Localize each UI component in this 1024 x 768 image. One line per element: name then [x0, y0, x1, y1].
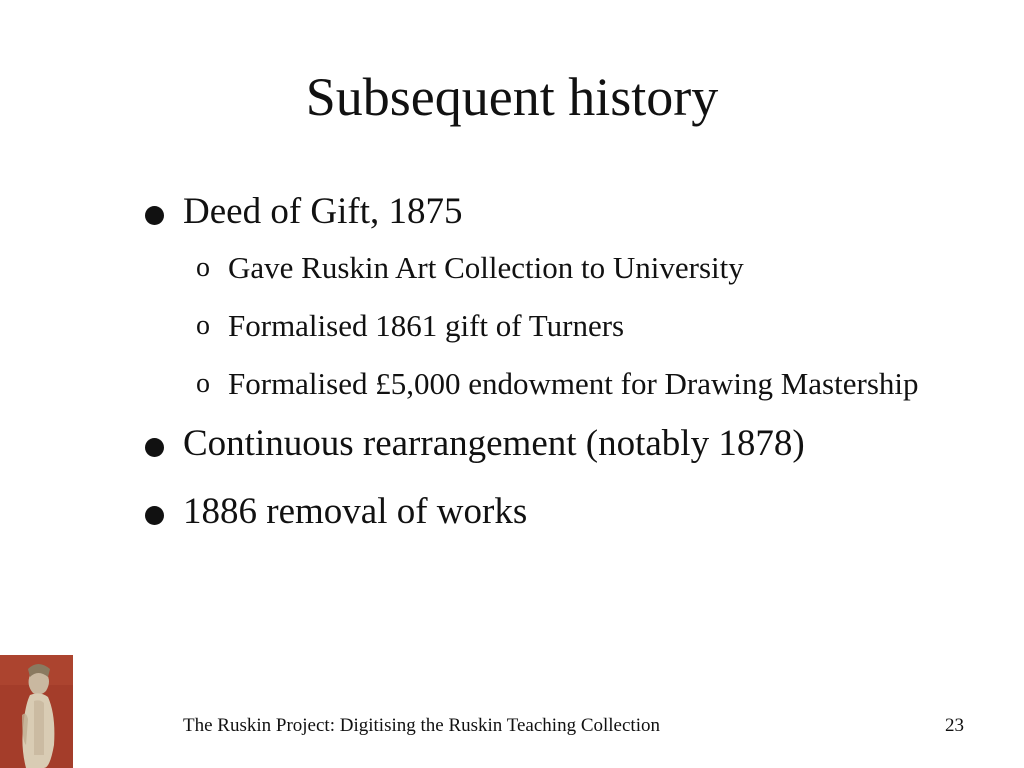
sub-bullet-marker: o [196, 368, 210, 399]
bullet-item [143, 420, 963, 468]
bullet-dot-icon [145, 206, 164, 225]
bullet-item [143, 488, 963, 536]
bullet-list [143, 188, 963, 536]
sub-bullet-marker: o [196, 310, 210, 341]
slide-number: 23 [945, 715, 964, 736]
portrait-image [0, 655, 73, 768]
sub-bullet-marker: o [196, 252, 210, 283]
bullet-dot-icon [145, 438, 164, 457]
bullet-text: 1886 removal of works [183, 491, 528, 532]
sub-bullet-text: Gave Ruskin Art Collection to University [228, 250, 744, 285]
bullet-dot-icon [145, 506, 164, 525]
sub-bullet-text: Formalised £5,000 endowment for Drawing Mastership [228, 366, 919, 401]
sub-bullet-list [143, 246, 963, 406]
sub-bullet-item [143, 304, 963, 348]
bullet-text: Deed of Gift, 1875 [183, 191, 463, 232]
slide-title: Subsequent history [305, 67, 719, 127]
portrait-figure-icon [0, 655, 73, 768]
bullet-text: Continuous rearrangement (notably 1878) [183, 423, 805, 464]
sub-bullet-item [143, 362, 963, 406]
sub-bullet-item [143, 246, 963, 290]
sub-bullet-text: Formalised 1861 gift of Turners [228, 308, 625, 343]
bullet-item [143, 188, 963, 236]
footer-text: The Ruskin Project: Digitising the Ruskin Teaching Collection [183, 715, 660, 736]
